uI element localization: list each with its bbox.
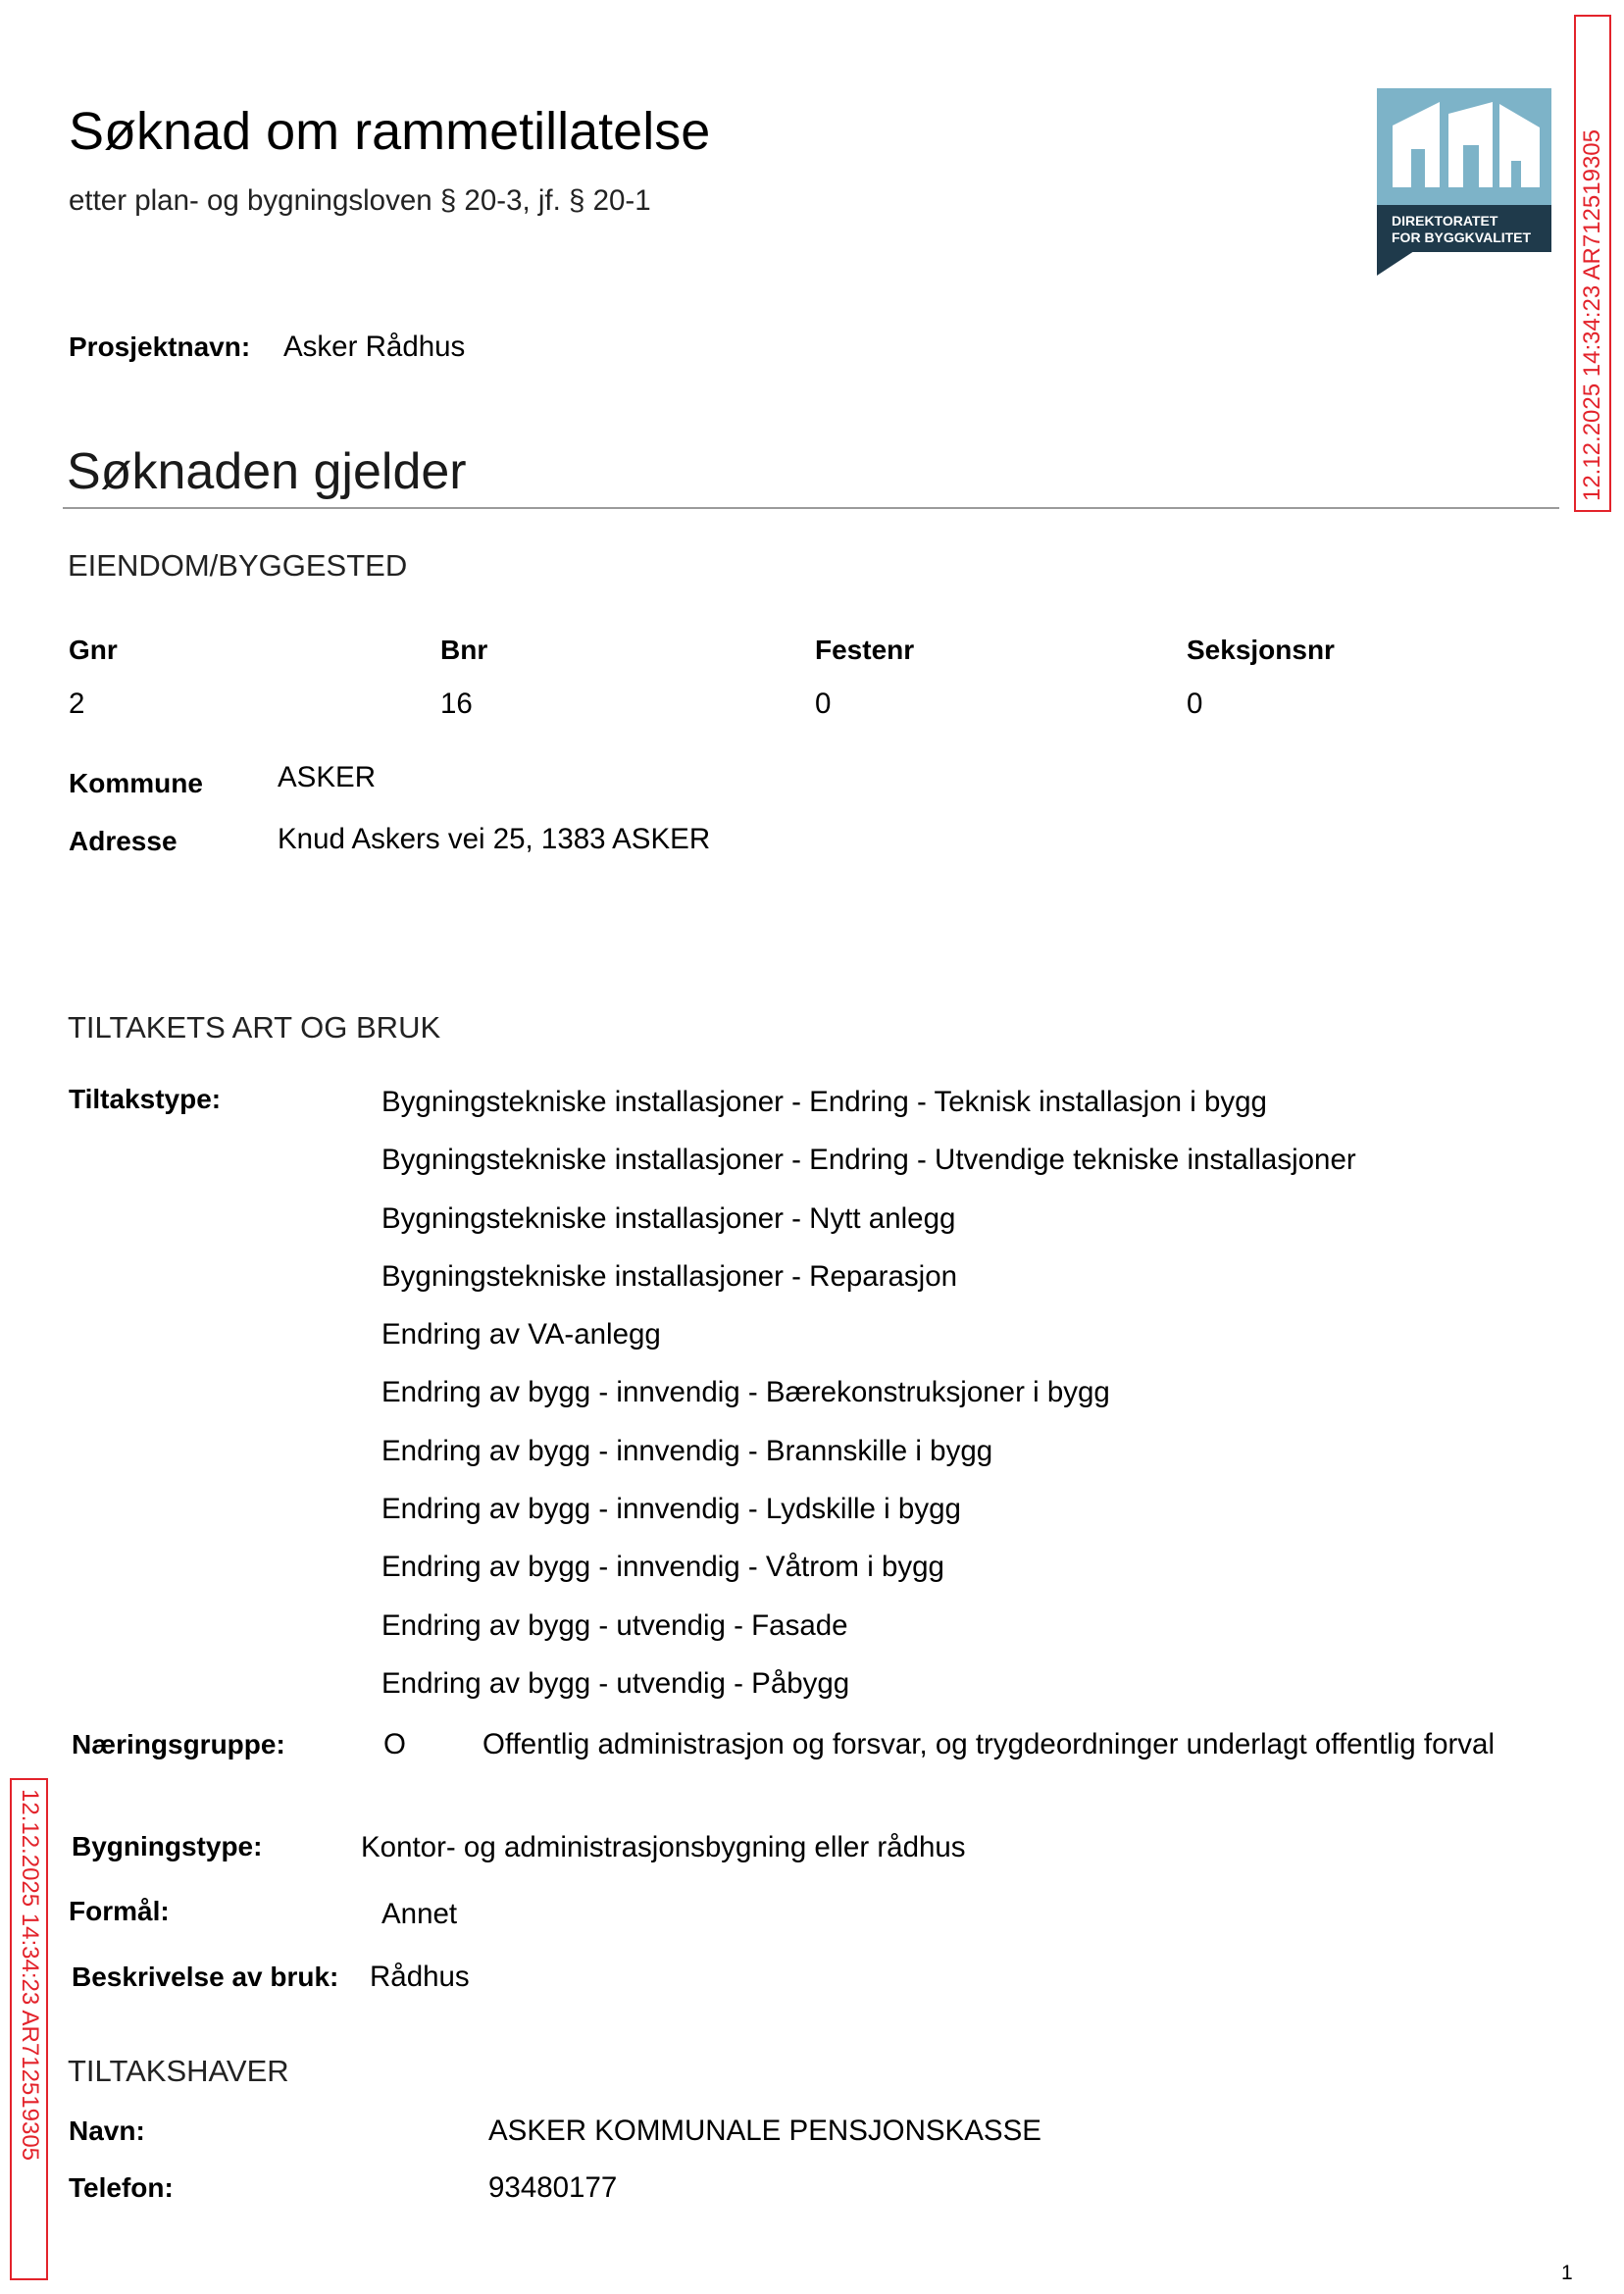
seksjonsnr-value: 0	[1187, 688, 1203, 720]
kommune-value: ASKER	[278, 761, 377, 793]
bygningstype-value: Kontor- og administrasjonsbygning eller rådhus	[361, 1831, 966, 1863]
archive-stamp-left	[10, 1778, 48, 2280]
tiltakstype-item: Bygningstekniske installasjoner - Endring - Utvendige tekniske installasjoner	[381, 1144, 1356, 1177]
tiltakstype-item: Endring av bygg - innvendig - Lydskille i bygg	[381, 1493, 961, 1526]
document-subtitle: etter plan- og bygningsloven § 20-3, jf. § 20-1	[69, 184, 651, 217]
archive-stamp-text: 12.12.2025 14:34:23 AR712519305	[16, 1789, 43, 2162]
tiltakstype-list	[381, 1085, 1356, 1724]
gnr-label: Gnr	[69, 635, 118, 665]
logo-text-line2: FOR BYGGKVALITET	[1392, 229, 1532, 245]
bnr-value: 16	[440, 688, 473, 720]
formal-value: Annet	[381, 1898, 458, 1930]
eiendom-heading: EIENDOM/BYGGESTED	[68, 548, 408, 583]
naeringsgruppe-label: Næringsgruppe:	[72, 1729, 285, 1759]
bygningstype-label: Bygningstype:	[72, 1831, 263, 1861]
navn-value: ASKER KOMMUNALE PENSJONSKASSE	[488, 2115, 1041, 2147]
seksjonsnr-label: Seksjonsnr	[1187, 635, 1335, 665]
logo-tail	[1377, 251, 1414, 276]
section-divider	[63, 507, 1559, 509]
dibk-logo	[1377, 88, 1551, 276]
project-label: Prosjektnavn:	[69, 331, 251, 362]
adresse-label: Adresse	[69, 826, 178, 856]
archive-stamp-right	[1574, 15, 1611, 512]
navn-label: Navn:	[69, 2116, 145, 2146]
tiltakstype-item: Bygningstekniske installasjoner - Endring - Teknisk installasjon i bygg	[381, 1086, 1267, 1118]
page-number: 1	[1561, 2262, 1573, 2284]
bnr-label: Bnr	[440, 635, 488, 665]
beskrivelse-value: Rådhus	[370, 1961, 470, 1993]
tiltakshaver-heading: TILTAKSHAVER	[68, 2054, 289, 2088]
applies-heading: Søknaden gjelder	[67, 443, 467, 500]
tiltakstype-item: Endring av VA-anlegg	[381, 1318, 661, 1351]
document-title: Søknad om rammetillatelse	[69, 102, 711, 161]
tiltak-heading: TILTAKETS ART OG BRUK	[68, 1010, 441, 1045]
tiltakstype-item: Endring av bygg - innvendig - Våtrom i bygg	[381, 1551, 944, 1584]
tiltakstype-item: Endring av bygg - innvendig - Brannskille i bygg	[381, 1434, 993, 1467]
archive-stamp-text: 12.12.2025 14:34:23 AR712519305	[1578, 128, 1605, 501]
beskrivelse-label: Beskrivelse av bruk:	[72, 1962, 339, 1992]
festenr-label: Festenr	[815, 635, 915, 665]
telefon-label: Telefon:	[69, 2172, 174, 2203]
kommune-label: Kommune	[69, 768, 203, 798]
tiltakstype-item: Bygningstekniske installasjoner - Reparasjon	[381, 1259, 958, 1293]
festenr-value: 0	[815, 688, 832, 720]
naeringsgruppe-text: Offentlig administrasjon og forsvar, og trygdeordninger underlagt offentlig forval	[482, 1728, 1496, 1760]
tiltakstype-item: Endring av bygg - utvendig - Påbygg	[381, 1666, 850, 1700]
naeringsgruppe-code: O	[383, 1728, 406, 1760]
tiltakstype-label: Tiltakstype:	[69, 1084, 222, 1114]
project-name: Asker Rådhus	[283, 331, 466, 363]
tiltakstype-item: Endring av bygg - utvendig - Fasade	[381, 1608, 848, 1642]
gnr-value: 2	[69, 688, 85, 720]
formal-label: Formål:	[69, 1896, 170, 1926]
logo-text-line1: DIREKTORATET	[1392, 213, 1498, 229]
tiltakstype-item: Endring av bygg - innvendig - Bærekonstruksjoner i bygg	[381, 1376, 1110, 1409]
telefon-value: 93480177	[488, 2171, 618, 2204]
adresse-value: Knud Askers vei 25, 1383 ASKER	[278, 823, 711, 855]
tiltakstype-item: Bygningstekniske installasjoner - Nytt anlegg	[381, 1201, 956, 1235]
